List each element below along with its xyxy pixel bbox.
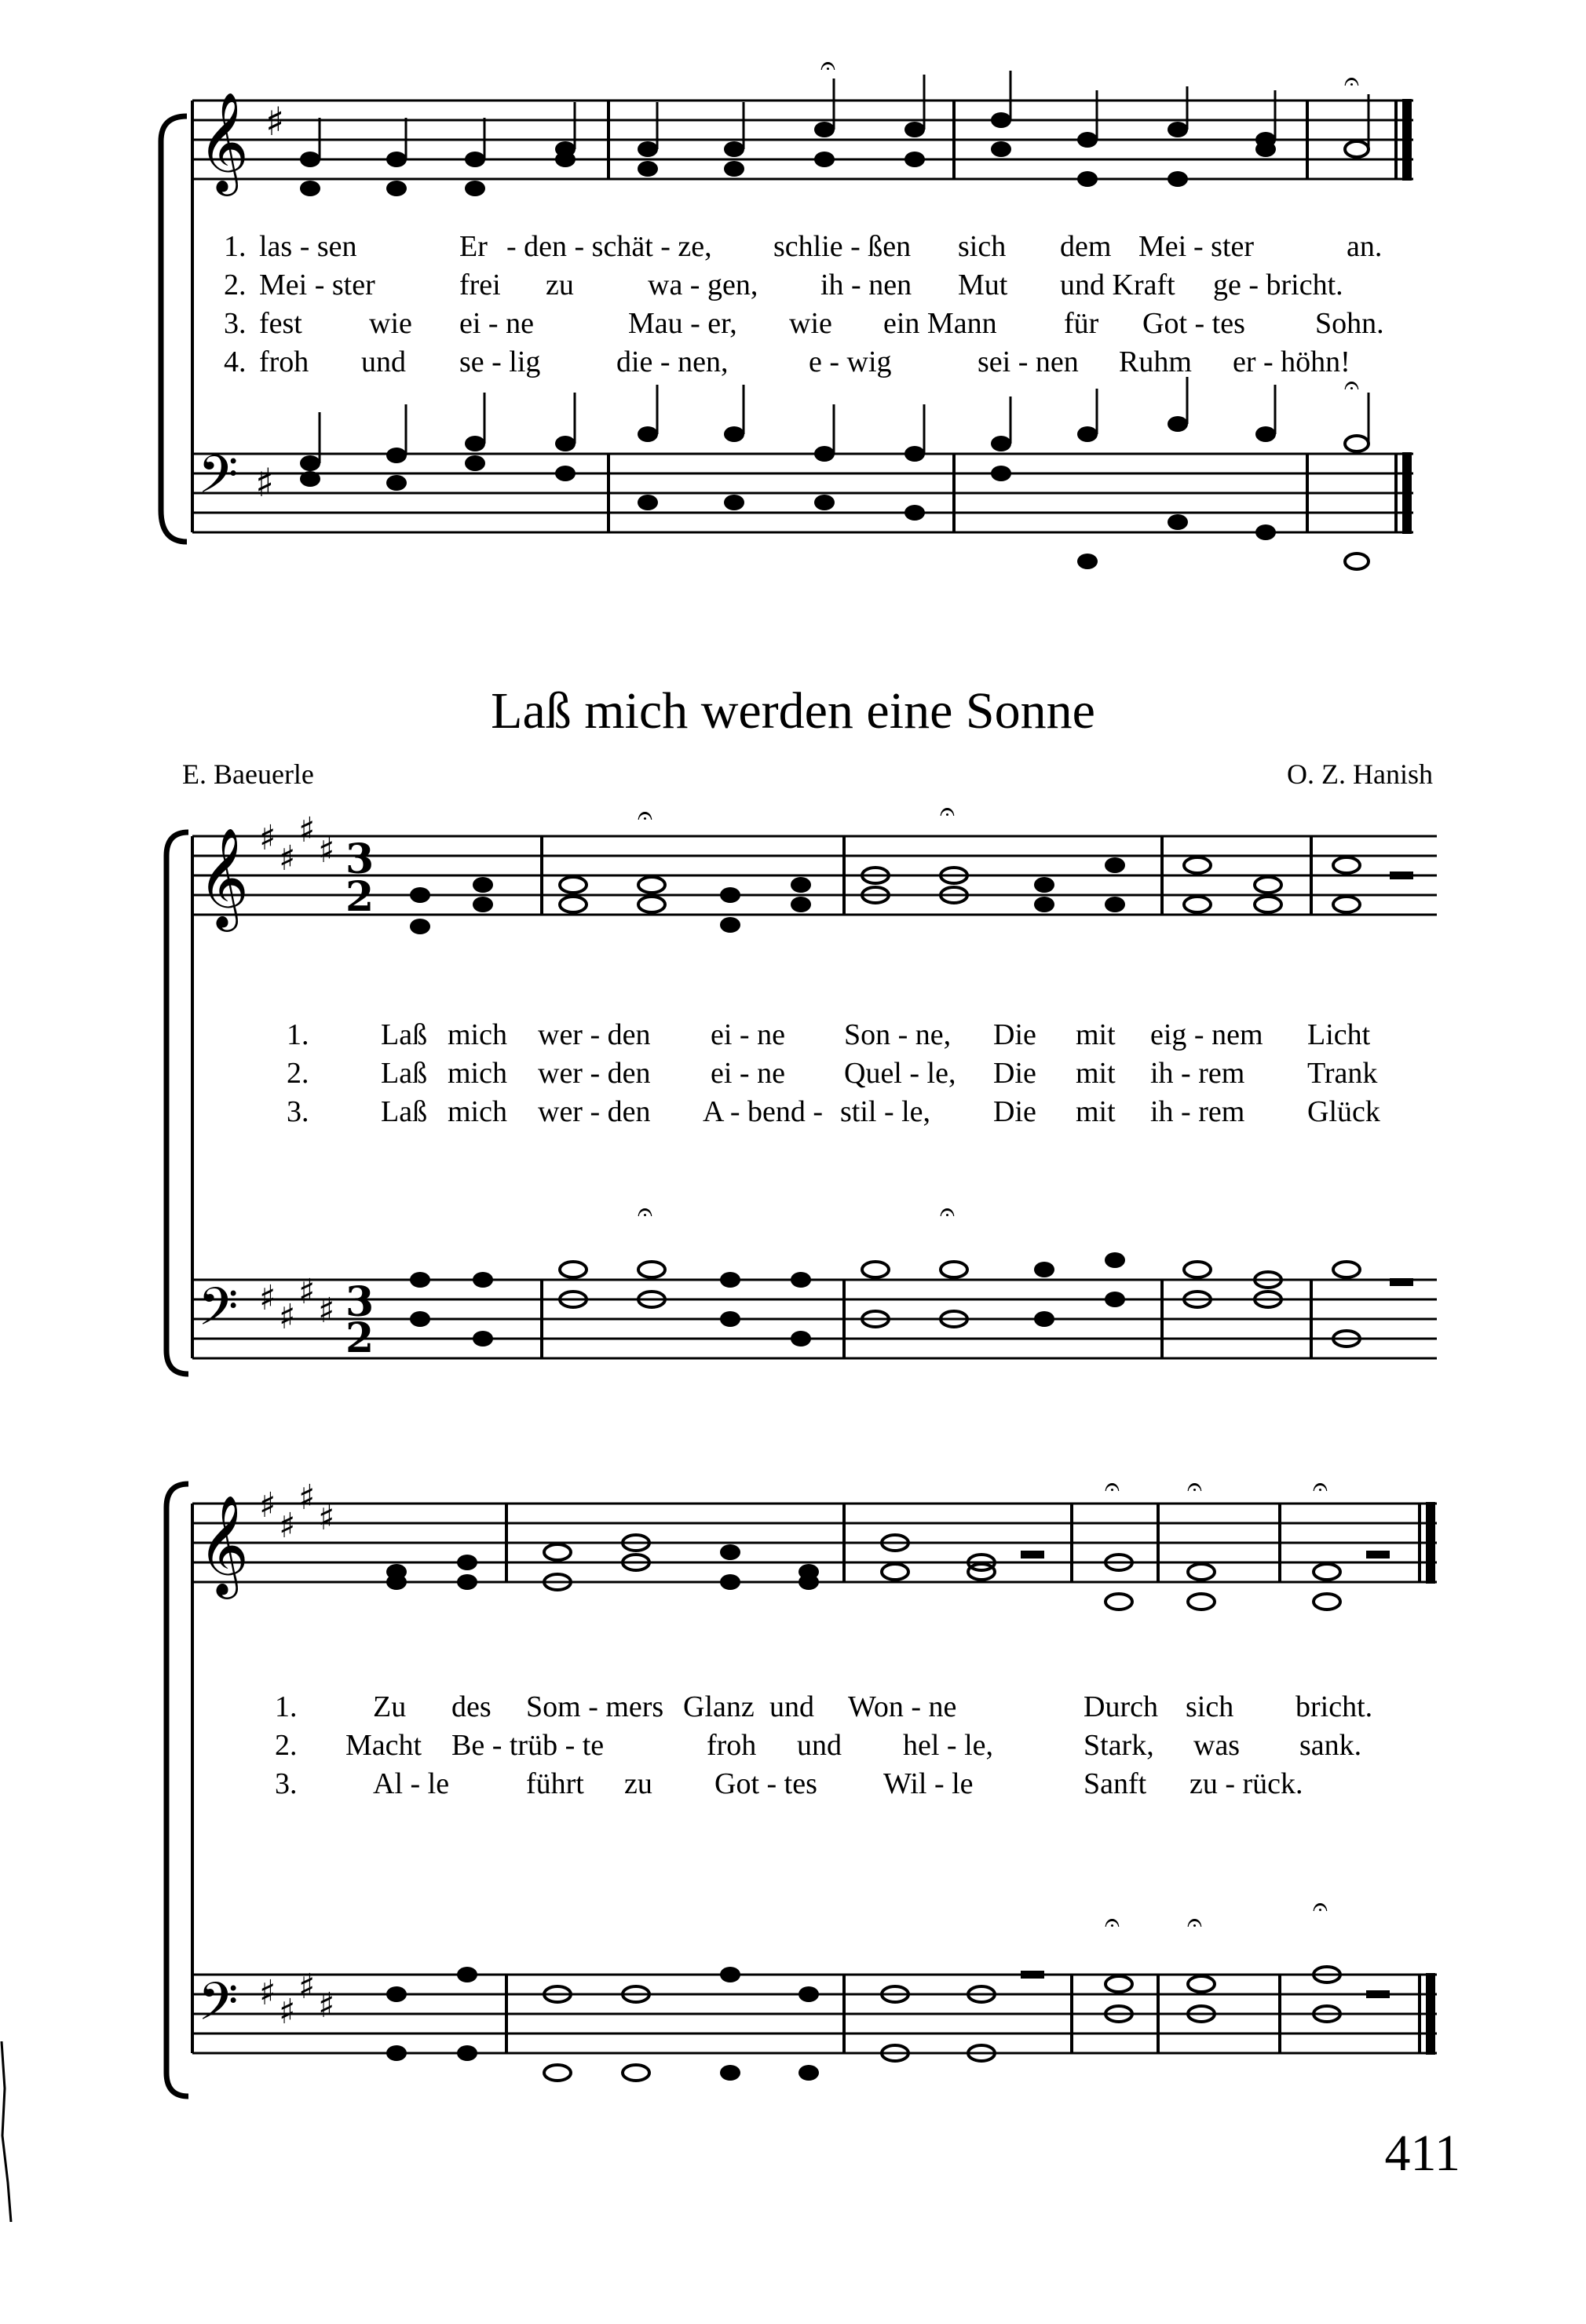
- svg-text:♯: ♯: [279, 1506, 296, 1546]
- lyric-word: Trank: [1307, 1057, 1378, 1090]
- top-system-lyrics: [224, 228, 1401, 382]
- verse-1-line: [287, 1016, 1425, 1054]
- lyric-word: - den - schät - ze,: [506, 230, 712, 263]
- lyric-word: Won - ne: [848, 1690, 957, 1723]
- verse-2-line: [275, 1727, 1413, 1765]
- lyric-word: Al - le: [373, 1767, 450, 1800]
- lyric-word: stil - le,: [840, 1095, 931, 1128]
- svg-text:𝄞: 𝄞: [198, 1494, 250, 1595]
- svg-text:♯: ♯: [259, 1485, 276, 1526]
- lyric-word: er - höhn!: [1233, 345, 1350, 378]
- lyric-word: zu: [624, 1767, 652, 1800]
- svg-text:♯: ♯: [318, 1498, 335, 1538]
- lyric-word: - ster: [1193, 230, 1255, 263]
- svg-text:♯: ♯: [279, 839, 296, 879]
- lyric-word: A - bend -: [703, 1095, 824, 1128]
- lyric-word: und: [361, 345, 406, 378]
- svg-text:𝄐: 𝄐: [1313, 1471, 1328, 1503]
- svg-text:♯: ♯: [318, 831, 335, 871]
- svg-text:𝄐: 𝄐: [820, 50, 835, 82]
- lyric-word: froh: [259, 345, 309, 378]
- lyric-word: Glück: [1307, 1095, 1380, 1128]
- song-title: Laß mich werden eine Sonne: [491, 682, 1095, 740]
- author-right: O. Z. Hanish: [1287, 758, 1433, 790]
- lyric-word: Die: [993, 1095, 1036, 1128]
- lyric-word: Stark,: [1084, 1729, 1154, 1762]
- verse-number: 4.: [224, 345, 247, 378]
- lyric-word: Be - trüb - te: [451, 1729, 605, 1762]
- lyric-word: wer - den: [538, 1095, 651, 1128]
- lyric-word: wer - den: [538, 1018, 651, 1051]
- svg-text:𝄐: 𝄐: [940, 796, 955, 828]
- lyric-word: se - lig: [459, 345, 541, 378]
- svg-text:♯: ♯: [259, 818, 276, 858]
- lyric-word: ein Mann: [883, 307, 997, 340]
- svg-text:♯: ♯: [279, 1992, 296, 2032]
- lyric-word: Ruhm: [1119, 345, 1192, 378]
- svg-text:𝄐: 𝄐: [1187, 1471, 1202, 1503]
- lyric-word: Quel - le,: [844, 1057, 956, 1090]
- lyric-word: und: [769, 1690, 814, 1723]
- lyric-word: mit: [1076, 1018, 1116, 1051]
- svg-text:♯: ♯: [318, 1986, 335, 2026]
- svg-text:♯: ♯: [298, 1272, 316, 1312]
- lyric-word: sich: [1186, 1690, 1234, 1723]
- lyric-word: Die: [993, 1057, 1036, 1090]
- svg-text:♯: ♯: [265, 99, 285, 144]
- verse-number: 3.: [224, 307, 247, 340]
- lyric-word: des: [451, 1690, 492, 1723]
- lyric-word: ei - ne: [711, 1057, 785, 1090]
- lyric-word: eig - nem: [1150, 1018, 1263, 1051]
- svg-text:3: 3: [345, 835, 375, 883]
- lyric-word: Er: [459, 230, 488, 263]
- svg-text:𝄞: 𝄞: [198, 91, 250, 192]
- svg-text:𝄐: 𝄐: [1187, 1907, 1202, 1938]
- verse-number: 3.: [275, 1767, 298, 1800]
- lyric-word: Laß: [381, 1057, 428, 1090]
- lyric-word: wie: [369, 307, 412, 340]
- lyric-word: Licht: [1307, 1018, 1371, 1051]
- svg-text:𝄢: 𝄢: [198, 1277, 239, 1350]
- svg-text:♯: ♯: [259, 1973, 276, 2013]
- verse-3-line: [287, 1093, 1425, 1131]
- lyric-word: Zu: [373, 1690, 407, 1723]
- lyric-word: ei - ne: [459, 307, 534, 340]
- verse-2-line: [287, 1054, 1425, 1093]
- svg-text:♯: ♯: [298, 1478, 316, 1518]
- lyric-word: frei: [459, 269, 501, 301]
- svg-text:♯: ♯: [318, 1291, 335, 1331]
- svg-text:𝄢: 𝄢: [198, 444, 239, 517]
- lyric-word: zu - rück.: [1190, 1767, 1303, 1800]
- svg-text:♯: ♯: [259, 1278, 276, 1318]
- verse-number: 3.: [287, 1095, 309, 1128]
- lyric-word: Glanz: [683, 1690, 755, 1723]
- lyric-word: Son - ne,: [844, 1018, 952, 1051]
- svg-text:𝄞: 𝄞: [198, 827, 250, 927]
- system-1-lyrics: [287, 1016, 1425, 1131]
- lyric-word: Som - mers: [526, 1690, 664, 1723]
- verse-2-line: [224, 266, 1401, 305]
- lyric-word: Laß: [381, 1018, 428, 1051]
- lyric-word: ih - rem: [1150, 1057, 1245, 1090]
- page-number: 411: [1384, 2125, 1460, 2182]
- lyric-word: Macht: [345, 1729, 422, 1762]
- lyric-word: an.: [1347, 230, 1383, 263]
- svg-text:𝄐: 𝄐: [1344, 370, 1359, 401]
- lyric-word: mich: [448, 1057, 507, 1090]
- lyric-word: mit: [1076, 1095, 1116, 1128]
- lyric-word: Laß: [381, 1095, 428, 1128]
- lyric-word: Durch: [1084, 1690, 1158, 1723]
- lyric-word: Got - tes: [1142, 307, 1245, 340]
- lyric-word: dem: [1060, 230, 1112, 263]
- system-2-lyrics: [275, 1688, 1413, 1803]
- lyric-word: was: [1193, 1729, 1241, 1762]
- lyric-word: mich: [448, 1018, 507, 1051]
- verse-number: 2.: [275, 1729, 298, 1762]
- lyric-word: Mau - er,: [628, 307, 737, 340]
- svg-text:♯: ♯: [298, 810, 316, 850]
- scan-edge-mark: [0, 2041, 14, 2222]
- svg-text:♯: ♯: [255, 460, 275, 506]
- svg-text:𝄢: 𝄢: [198, 1971, 239, 2044]
- lyric-word: hel - le,: [903, 1729, 994, 1762]
- lyric-word: e - wig: [809, 345, 892, 378]
- lyric-word: Mei: [1138, 230, 1187, 263]
- verse-4-line: [224, 343, 1401, 382]
- author-left: E. Baeuerle: [182, 758, 314, 790]
- lyric-word: zu: [546, 269, 574, 301]
- lyric-word: fest: [259, 307, 302, 340]
- verse-number: 1.: [287, 1018, 309, 1051]
- svg-text:♯: ♯: [279, 1297, 296, 1337]
- svg-text:𝄐: 𝄐: [1344, 66, 1359, 97]
- lyric-word: Mei - ster: [259, 269, 375, 301]
- lyric-word: wa - gen,: [648, 269, 758, 301]
- lyric-word: las - sen: [259, 230, 357, 263]
- lyric-word: Sohn.: [1315, 307, 1384, 340]
- verse-3-line: [224, 305, 1401, 343]
- lyric-word: ei - ne: [711, 1018, 785, 1051]
- svg-text:𝄐: 𝄐: [1105, 1907, 1120, 1938]
- lyric-word: sank.: [1299, 1729, 1362, 1762]
- lyric-word: froh: [707, 1729, 757, 1762]
- lyric-word: Mut: [958, 269, 1008, 301]
- verse-1-line: [275, 1688, 1413, 1727]
- lyric-word: ih - nen: [820, 269, 912, 301]
- lyric-word: ih - rem: [1150, 1095, 1245, 1128]
- svg-text:3: 3: [345, 1278, 375, 1326]
- verse-number: 1.: [275, 1690, 298, 1723]
- lyric-word: ge - bricht.: [1213, 269, 1343, 301]
- lyric-word: bricht.: [1295, 1690, 1373, 1723]
- lyric-word: wer - den: [538, 1057, 651, 1090]
- lyric-word: und: [797, 1729, 842, 1762]
- lyric-word: mit: [1076, 1057, 1116, 1090]
- lyric-word: sei - nen: [978, 345, 1079, 378]
- verse-3-line: [275, 1765, 1413, 1803]
- lyric-word: Got - tes: [714, 1767, 817, 1800]
- lyric-word: und Kraft: [1060, 269, 1175, 301]
- svg-text:♯: ♯: [298, 1967, 316, 2007]
- verse-1-line: [224, 228, 1401, 266]
- lyric-word: schlie - ßen: [773, 230, 912, 263]
- svg-text:2: 2: [345, 873, 375, 921]
- verse-number: 1.: [224, 230, 247, 263]
- lyric-word: für: [1064, 307, 1099, 340]
- verse-number: 2.: [224, 269, 247, 301]
- svg-text:𝄐: 𝄐: [1313, 1891, 1328, 1923]
- lyric-word: führt: [526, 1767, 584, 1800]
- lyric-word: die - nen,: [616, 345, 729, 378]
- lyric-word: Wil - le: [883, 1767, 974, 1800]
- lyric-word: sich: [958, 230, 1007, 263]
- lyric-word: Sanft: [1084, 1767, 1147, 1800]
- verse-number: 2.: [287, 1057, 309, 1090]
- lyric-word: wie: [789, 307, 832, 340]
- svg-text:𝄐: 𝄐: [638, 800, 652, 831]
- svg-text:𝄐: 𝄐: [1105, 1471, 1120, 1503]
- lyric-word: mich: [448, 1095, 507, 1128]
- svg-text:𝄐: 𝄐: [638, 1197, 652, 1228]
- lyric-word: Die: [993, 1018, 1036, 1051]
- svg-text:𝄐: 𝄐: [940, 1197, 955, 1228]
- svg-text:2: 2: [345, 1314, 375, 1362]
